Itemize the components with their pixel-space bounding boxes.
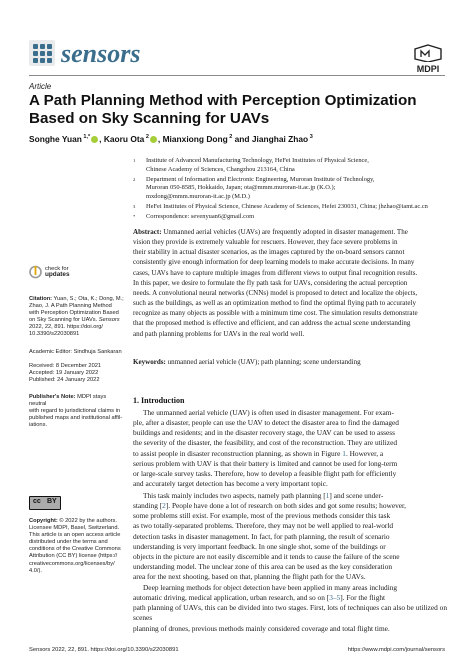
copyright-line[interactable]: Attribution (CC BY) license (https:// bbox=[29, 553, 118, 560]
abstract-line: recognize as many objects as possible with a minimum time cost. The simulation results demonstrate bbox=[133, 309, 418, 318]
author-name: Songhe Yuan bbox=[29, 134, 82, 144]
affiliation-number: 3 bbox=[133, 204, 136, 209]
body-line bbox=[133, 438, 447, 448]
citation-line bbox=[29, 310, 125, 317]
copyright-line: This article is an open access article bbox=[29, 532, 121, 539]
abstract-line: such as the buildings, as well as an optimization method to find the optimal flying path to accurately bbox=[133, 299, 416, 308]
paragraph-2 bbox=[133, 491, 447, 582]
author-separator: , bbox=[157, 134, 163, 144]
abstract-line: and path planning problems for UAVs in the real world well. bbox=[133, 329, 305, 338]
copyright-line[interactable]: creativecommons.org/licenses/by/ bbox=[29, 560, 115, 567]
citation-line bbox=[29, 317, 125, 324]
publisher-note-line: with regard to jurisdictional claims in bbox=[29, 408, 121, 415]
body-text: objects in the picture are not easily discernible and it tends to cause the failure of the scene bbox=[133, 551, 400, 561]
section-heading: 1. Introduction bbox=[133, 396, 185, 405]
body-text: ] and scene under- bbox=[329, 491, 384, 500]
body-line bbox=[133, 603, 447, 623]
abstract bbox=[133, 227, 447, 339]
citation-text[interactable]: 10.3390/s22030891 bbox=[29, 331, 80, 338]
copyright-line: distributed under the terms and bbox=[29, 539, 108, 546]
body-line bbox=[133, 521, 447, 531]
author-separator: , bbox=[99, 134, 104, 144]
affiliation-line: Institute of Advanced Manufacturing Technology, HeFei Institutes of Physical Science, bbox=[146, 157, 369, 164]
publisher-name: MDPI bbox=[416, 64, 440, 74]
affiliation-text bbox=[146, 203, 446, 212]
citation-text: with Perception Optimization Based bbox=[29, 310, 119, 317]
cc-label: cc bbox=[33, 498, 41, 505]
academic-editor: Academic Editor: Sindhuja Sankaran bbox=[29, 349, 122, 355]
citation-line bbox=[29, 324, 125, 331]
body-line bbox=[133, 532, 447, 542]
abstract-line: consistently give enough information for deep learning models to make accurate decisions. In many bbox=[133, 258, 415, 267]
date-line: Accepted: 19 January 2022 bbox=[29, 370, 99, 377]
date-line: Published: 24 January 2022 bbox=[29, 377, 100, 384]
citation-text: Zhao, J. A Path Planning Method bbox=[29, 303, 112, 310]
body-line bbox=[133, 562, 447, 572]
article-type: Article bbox=[29, 82, 52, 91]
author-name: Kaoru Ota bbox=[103, 134, 145, 144]
citation-text: on Sky Scanning for UAVs. bbox=[29, 317, 99, 324]
copyright-line bbox=[29, 518, 125, 525]
citation-line bbox=[29, 331, 125, 338]
journal-name: sensors bbox=[61, 39, 141, 68]
body-line bbox=[133, 408, 447, 418]
publisher-note bbox=[29, 394, 125, 429]
check-for-updates-bold: updates bbox=[45, 271, 70, 279]
body-text: to assist people in disaster reconstruction planning, as shown in Figure bbox=[133, 448, 343, 458]
keywords bbox=[133, 357, 447, 367]
check-for-updates[interactable] bbox=[45, 266, 70, 279]
publisher-note-line: published maps and institutional affil- bbox=[29, 415, 123, 422]
abstract-line: vision they provide is extremely valuable for rescuers. However, they face severe problems in bbox=[133, 238, 398, 247]
keywords-text: unmanned aerial vehicle (UAV); path planning; scene understanding bbox=[165, 358, 361, 366]
dates-block bbox=[29, 363, 125, 384]
citation-block bbox=[29, 296, 125, 339]
publisher-note-text: MDPI stays neutral bbox=[29, 394, 107, 408]
affiliation-line: mxdong@mmm.muroran-it.ac.jp (M.D.) bbox=[146, 192, 250, 200]
header-divider bbox=[29, 75, 445, 76]
paper-title: A Path Planning Method with Perception Optimization Based on Sky Scanning for UAVs bbox=[29, 92, 417, 127]
body-line bbox=[133, 501, 447, 511]
cc-by-license-icon[interactable] bbox=[29, 496, 61, 510]
affiliation-line: Chinese Academy of Sciences, Changzhou 213164, China bbox=[146, 165, 295, 173]
abstract-line: cases, UAVs have to capture multiple images from different views to output final recognition results. bbox=[133, 268, 418, 277]
orcid-icon[interactable] bbox=[150, 136, 157, 143]
body-text: ]. For the flight bbox=[340, 593, 386, 603]
body-line bbox=[133, 593, 447, 603]
publisher-note-line: iations. bbox=[29, 422, 48, 429]
body-text: as two totally-separated problems. Therefore, they may not be well applied to real-world bbox=[133, 521, 394, 531]
affiliation-line: Department of Information and Electronic Engineering, Muroran Institute of Technology, bbox=[146, 175, 375, 183]
footer-citation: Sensors 2022, 22, 891. https://doi.org/10.3390/s22030891 bbox=[29, 647, 179, 653]
orcid-icon[interactable] bbox=[91, 136, 98, 143]
author-name: Jianghai Zhao bbox=[251, 134, 309, 144]
keywords-label: Keywords: bbox=[133, 358, 166, 366]
body-line bbox=[133, 479, 447, 489]
author-separator: and bbox=[232, 134, 252, 144]
publisher-note-label: Publisher's Note: bbox=[29, 394, 76, 400]
body-text: . However, a bbox=[345, 448, 384, 458]
body-line bbox=[133, 624, 447, 634]
journal-logo-icon bbox=[29, 40, 55, 66]
reference-link[interactable]: 3–5 bbox=[329, 593, 341, 603]
reference-link[interactable]: 2 bbox=[162, 501, 166, 511]
body-line bbox=[133, 449, 447, 459]
body-line bbox=[133, 511, 447, 521]
footer-journal-url[interactable]: https://www.mdpi.com/journal/sensors bbox=[347, 647, 445, 653]
author-affiliation-mark: 3 bbox=[308, 134, 313, 141]
affiliation-line: HeFei Institutes of Physical Science, Chinese Academy of Sciences, Hefei 230031, China; jhzhao@iamt.ac.cn bbox=[146, 203, 428, 210]
citation-journal: Sensors bbox=[98, 317, 120, 324]
publisher-note-line bbox=[29, 394, 125, 408]
affiliation-number: * bbox=[133, 214, 136, 220]
abstract-line: needs. A convolutional neural networks (CNNs) model is proposed to detect and localize the objects, bbox=[133, 288, 418, 297]
affiliation-number: 2 bbox=[133, 176, 136, 182]
body-text: Deep learning methods for object detection have been applied in many areas including bbox=[143, 583, 398, 592]
body-text: ]. People have done a lot of research on both sides and got some results; however, bbox=[165, 501, 406, 511]
body-line bbox=[133, 459, 447, 469]
citation-line bbox=[29, 303, 125, 310]
affiliation-text bbox=[146, 176, 446, 202]
body-text: some problems still exist. For example, most of the previous methods consider this task bbox=[133, 511, 391, 521]
body-text: automatic driving, medical application, urban research, and so on [ bbox=[133, 593, 330, 603]
affiliation-line: Muroran 050-8585, Hokkaido, Japan; ota@mmm.muroran-it.ac.jp (K.O.); bbox=[146, 184, 336, 192]
body-line bbox=[133, 583, 447, 593]
abstract-label: Abstract: bbox=[133, 228, 162, 236]
citation-text: Yuan, S.; Ota, K.; Dong, M.; bbox=[52, 296, 124, 302]
citation-label: Citation: bbox=[29, 296, 53, 302]
body-line bbox=[133, 572, 447, 582]
body-line bbox=[133, 491, 447, 501]
author-name: Mianxiong Dong bbox=[162, 134, 228, 144]
copyright-label: Copyright: bbox=[29, 518, 58, 524]
body-text: detection tasks in disaster management. In fact, for path planning, the result of scenario bbox=[133, 531, 390, 541]
body-line bbox=[133, 418, 447, 428]
affiliation-number: 1 bbox=[133, 158, 136, 163]
citation-text[interactable]: 2022, 22, 891. https://doi.org/ bbox=[29, 324, 103, 331]
body-text: understanding model. The unclear zone of this area can be used as the key consideration bbox=[133, 562, 393, 572]
copyright-block bbox=[29, 518, 125, 575]
abstract-line: that the proposed method is effective and efficient, and can address the actual scene understanding bbox=[133, 319, 411, 328]
affiliation-line: Correspondence: sevenyuan6@gmail.com bbox=[146, 213, 255, 221]
affiliation-text bbox=[146, 213, 446, 222]
paragraph-1 bbox=[133, 408, 447, 489]
body-text: The unmanned aerial vehicle (UAV) is often used in disaster management. For exam- bbox=[143, 408, 394, 417]
body-text: serious problem with UAV is that their battery is limited and cannot be used for long-term bbox=[133, 458, 398, 468]
copyright-line[interactable]: 4.0/). bbox=[29, 567, 42, 574]
body-text: This task mainly includes two aspects, namely path planning [ bbox=[143, 491, 326, 500]
body-text: or large-scale survey tasks. Therefore, how to develop a feasible flight path for efficiently bbox=[133, 468, 397, 478]
abstract-line: their stability in actual disaster scenarios, as the images captured by the on-board sensors cannot bbox=[133, 248, 405, 257]
body-text: ple, after a disaster, people can use the UAV to detect the disaster area to find the damaged bbox=[133, 418, 399, 428]
abstract-line: In this paper, we desire to formulate the fly path task for UAVs, considering the actual perception bbox=[133, 278, 408, 287]
citation-line bbox=[29, 296, 125, 303]
body-text: buildings and residents; and in the disaster recovery stage, the UAV can be used to assess bbox=[133, 428, 396, 438]
copyright-text: © 2022 by the authors. bbox=[57, 518, 117, 524]
reference-link[interactable]: 1 bbox=[325, 491, 330, 500]
cc-by-label: BY bbox=[47, 498, 57, 505]
body-line bbox=[133, 542, 447, 552]
body-text: area for the next shooting, based on that, planning the flight path for the UAVs. bbox=[133, 572, 366, 582]
body-text: planning of drones, previous methods mainly considered coverage and total flight time. bbox=[133, 623, 390, 633]
body-text: standing [ bbox=[133, 501, 163, 511]
author-affiliation-mark: 2 bbox=[227, 134, 233, 141]
mdpi-logo-icon bbox=[411, 44, 445, 62]
author-list bbox=[29, 134, 313, 144]
body-line bbox=[133, 552, 447, 562]
body-text: understanding is very important feedback. In one single shot, some of the buildings or bbox=[133, 541, 386, 551]
abstract-line: Unmanned aerial vehicles (UAVs) are frequently adopted in disaster management. The bbox=[161, 228, 408, 236]
body-text: path planning of UAVs, this can be divided into two stages. First, lots of techniques can also be utilized on scenes bbox=[133, 603, 447, 623]
reference-link[interactable]: 1 bbox=[342, 448, 346, 458]
body-text: and accurately target detection has become a very important topic. bbox=[133, 479, 328, 489]
check-for-updates-label: check for bbox=[45, 266, 69, 272]
author-affiliation-mark: 2 bbox=[144, 134, 149, 141]
paragraph-3 bbox=[133, 583, 447, 634]
copyright-line: Licensee MDPI, Basel, Switzerland. bbox=[29, 525, 120, 532]
affiliation-text bbox=[146, 157, 446, 174]
author-affiliation-mark: 1,* bbox=[81, 134, 91, 141]
copyright-line: conditions of the Creative Commons bbox=[29, 546, 121, 553]
body-line bbox=[133, 469, 447, 479]
check-for-updates-icon[interactable] bbox=[29, 265, 42, 281]
body-line bbox=[133, 428, 447, 438]
mdpi-logo bbox=[411, 44, 445, 74]
body-text: the severity of the disaster, the feasibility, and cost of the reconstruction. They are utilized bbox=[133, 438, 397, 448]
date-line: Received: 8 December 2021 bbox=[29, 363, 102, 369]
